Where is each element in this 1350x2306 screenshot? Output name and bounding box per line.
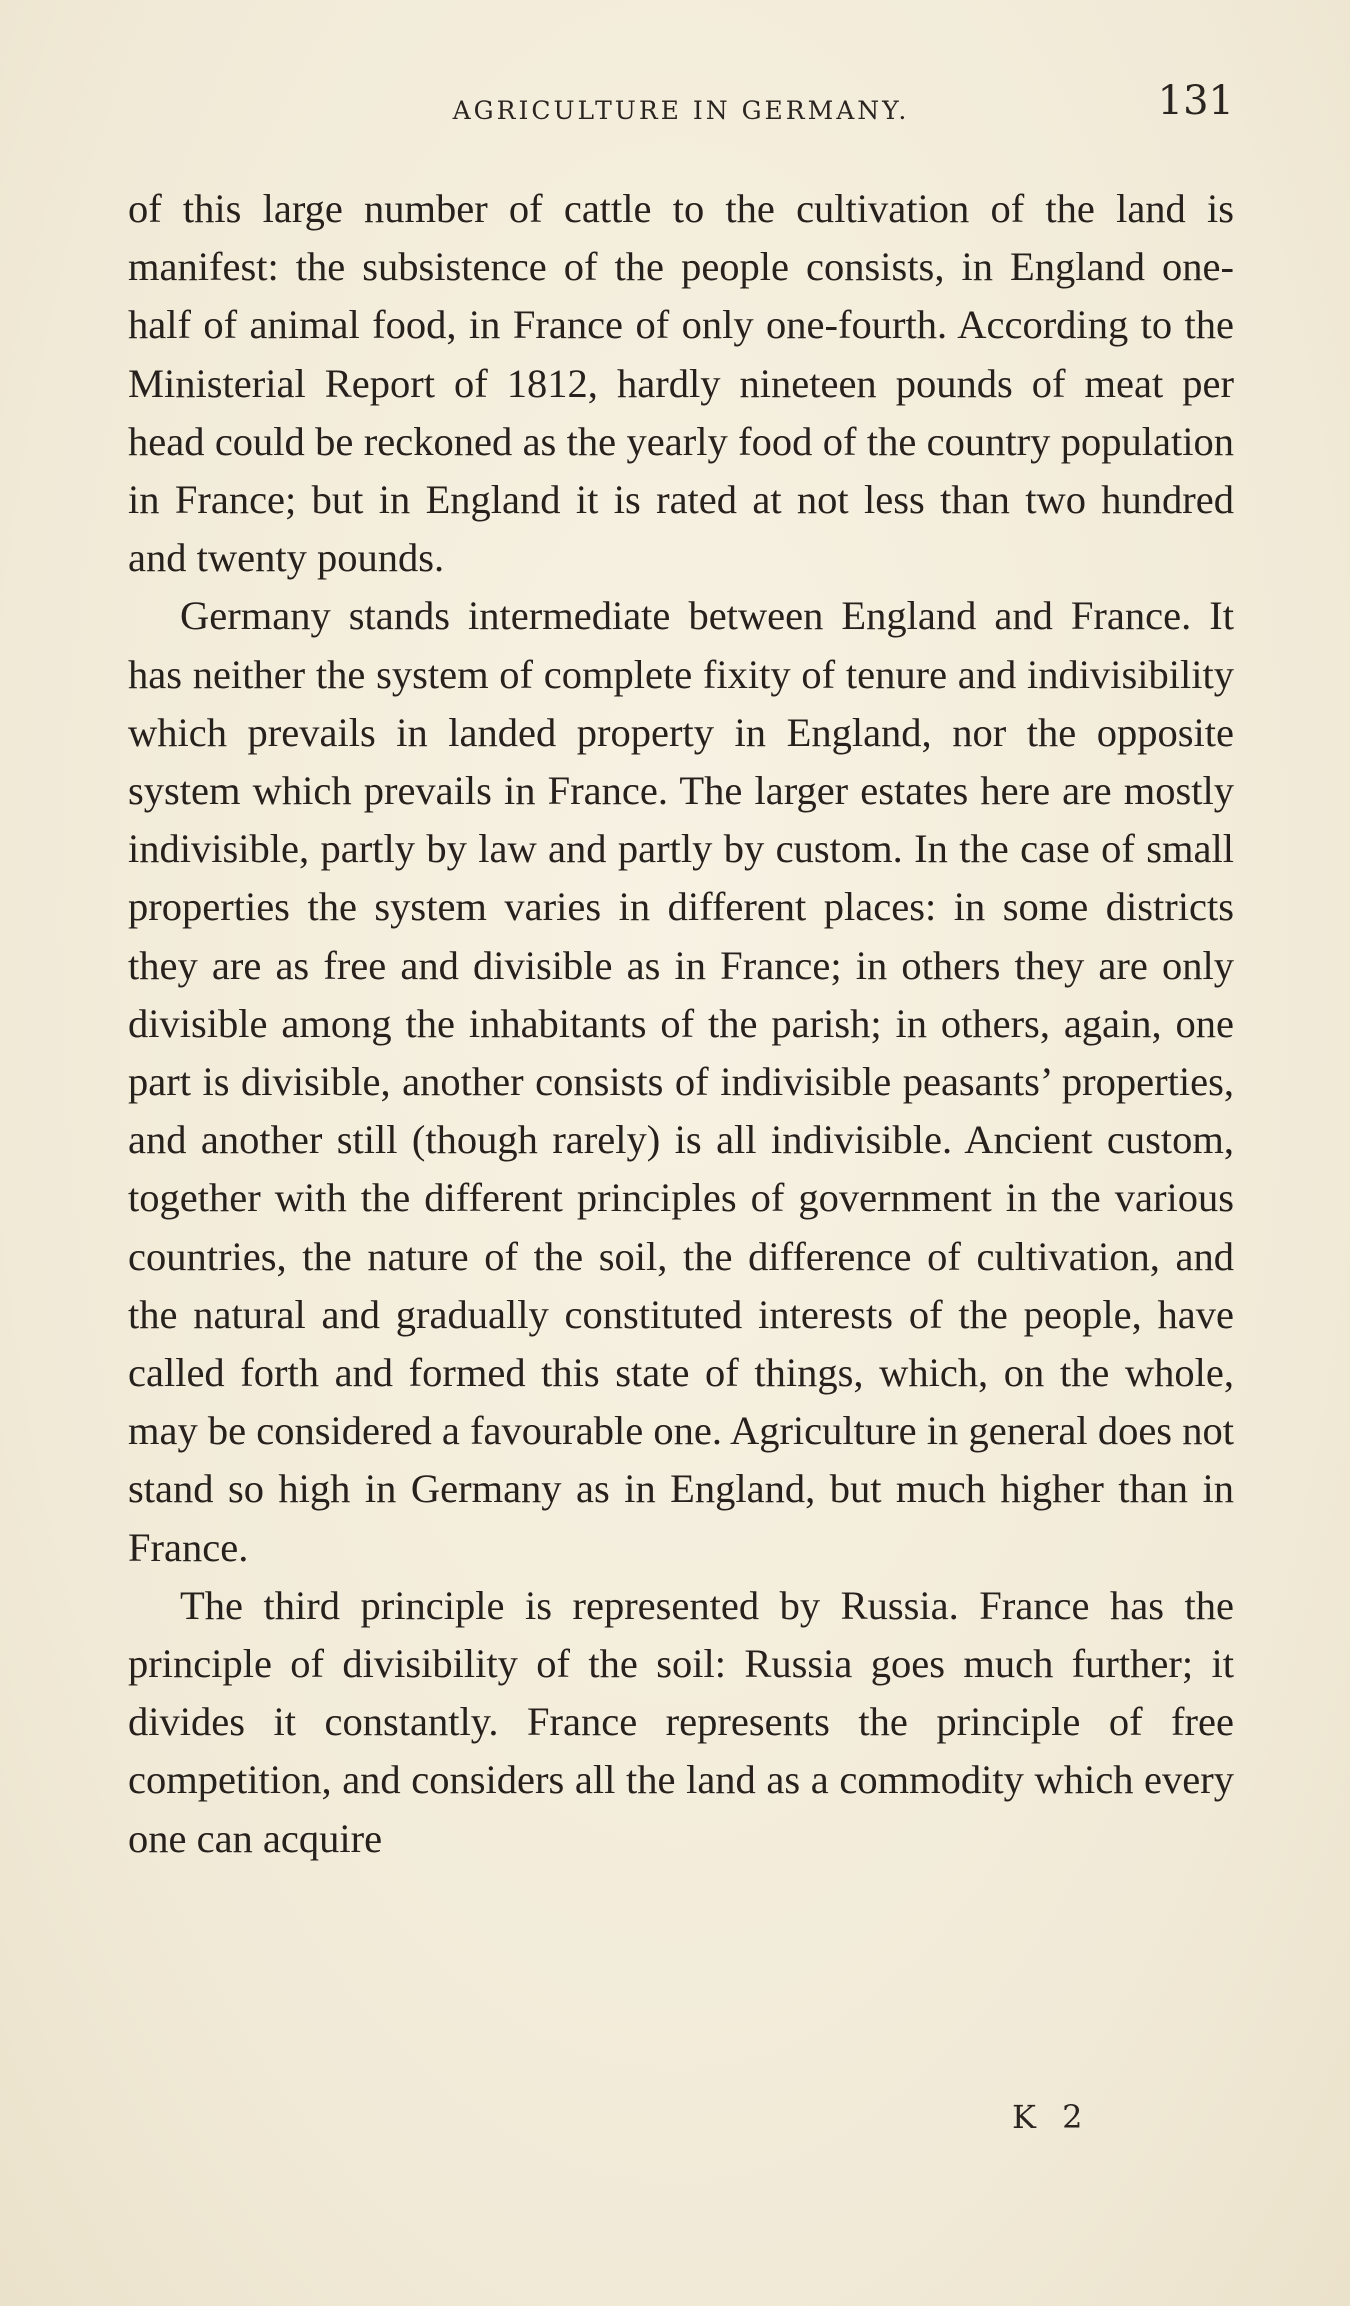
page-header [128,78,1234,148]
paragraph-2: Germany stands intermediate between England and France. It has neither the system of complete fixity of tenure and indivisibility which prevails in landed property in England, nor the opposite system which prevails in France. The larger estates here are mostly indivisible, partly by law and partly by custom. In the case of small properties the system varies in different places: in some districts they are as free and divisible as in France; in others they are only divisible among the inhabitants of the parish; in others, again, one part is divisible, another consists of indivisible peasants’ properties, and another still (though rarely) is all indivisible. Ancient custom, together with the different principles of government in the various countries, the nature of the soil, the difference of cultivation, and the natural and gradually constituted interests of the people, have called forth and formed this state of things, which, on the whole, may be considered a favourable one. Agriculture in general does not stand so high in Germany as in England, but much higher than in France. [128,593,1234,1570]
page-number: 131 [1157,78,1234,124]
signature-mark: K 2 [1012,2098,1091,2136]
paragraph-3: The third principle is represented by Russia. France has the principle of divisibility of the soil: Russia goes much further; it divides it constantly. France represents the principle of free competition, and considers all the land as a commodity which every one can acquire [128,1582,1234,1861]
paragraph-1: of this large number of cattle to the cultivation of the land is manifest: the subsistence of the people consists, in England one-half of animal food, in France of only one-fourth. According to the Ministerial Report of 1812, hardly nineteen pounds of meat per head could be reckoned as the yearly food of the country population in France; but in England it is rated at not less than two hundred and twenty pounds. [128,186,1234,581]
body-text [128,180,1234,1868]
running-title: AGRICULTURE IN GERMANY. [452,96,910,125]
